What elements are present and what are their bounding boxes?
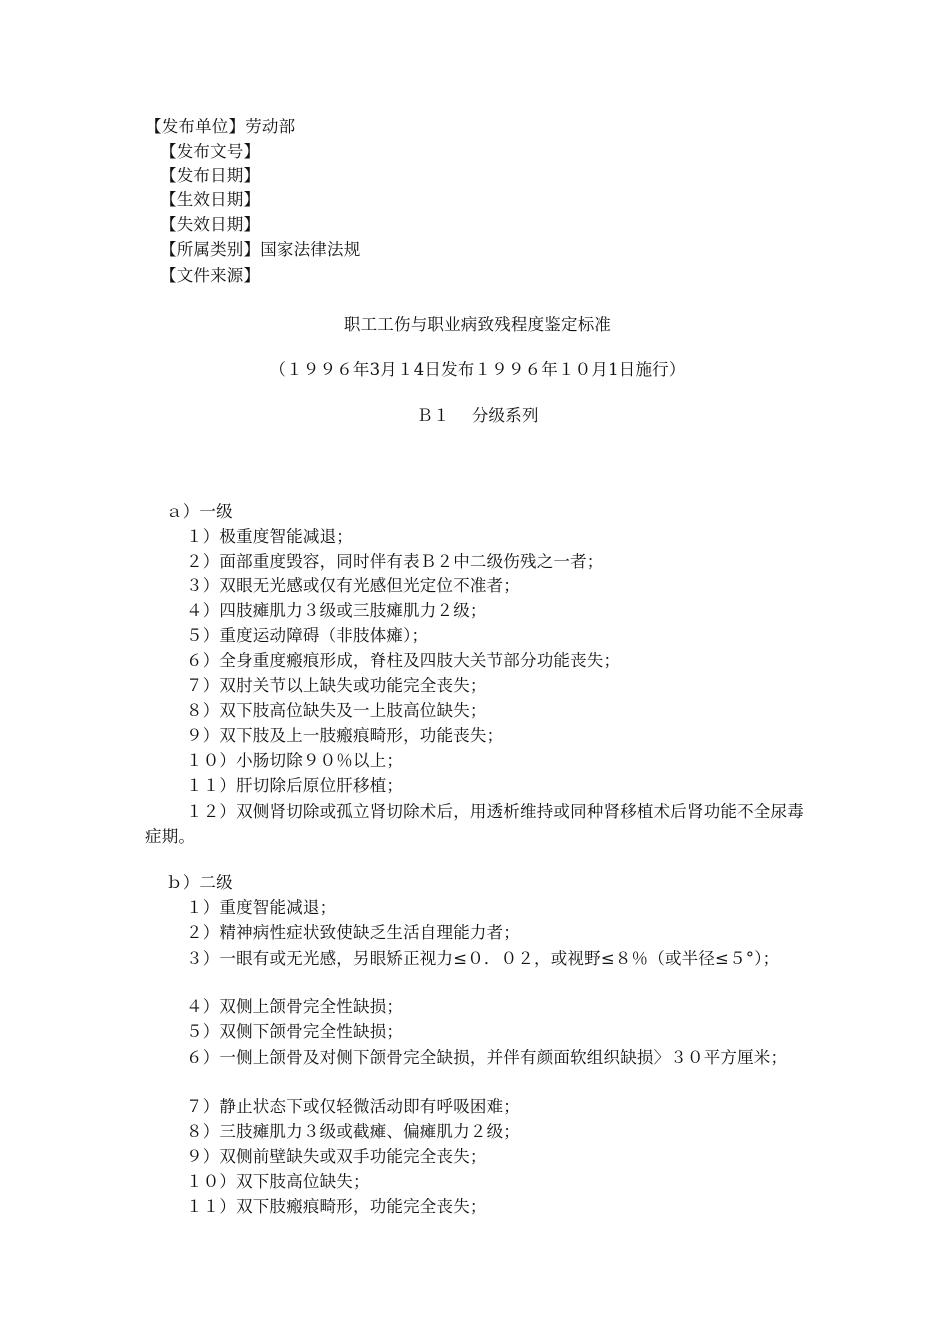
list-item: １２）双侧肾切除或孤立肾切除术后，用透析维持或同种肾移植术后肾功能不全尿毒症期。 <box>145 802 804 846</box>
list-item: １）极重度智能减退； <box>186 527 353 546</box>
list-item: ６）全身重度瘢痕形成，脊柱及四肢大关节部分功能丧失； <box>186 651 621 670</box>
grade-b-heading: ｂ）二级 <box>166 873 233 892</box>
list-item: ７）双肘关节以上缺失或功能完全丧失； <box>186 676 487 695</box>
meta-expiry-date: 【失效日期】 <box>160 215 261 234</box>
list-item: ７）静止状态下或仅轻微活动即有呼吸困难； <box>186 1097 520 1116</box>
document-subtitle: （１９９６年3月１4日发布１９９６年１０月1日施行） <box>269 360 686 379</box>
meta-source: 【文件来源】 <box>160 266 261 285</box>
list-item: ２）面部重度毁容，同时伴有表Ｂ２中二级伤残之一者； <box>186 552 604 571</box>
list-item: ９）双侧前壁缺失或双手功能完全丧失； <box>186 1147 487 1166</box>
meta-effective-date: 【生效日期】 <box>160 190 261 209</box>
list-item: ６）一侧上颌骨及对侧下颌骨完全缺损，并伴有颜面软组织缺损〉３０平方厘米； <box>186 1048 788 1067</box>
list-item: １０）小肠切除９０％以上； <box>186 751 404 770</box>
list-item: ５）双侧下颌骨完全性缺损； <box>186 1022 404 1041</box>
list-item: ２）精神病性症状致使缺乏生活自理能力者； <box>186 923 520 942</box>
list-item: ５）重度运动障碍（非肢体瘫）； <box>186 626 429 645</box>
list-item: １１）肝切除后原位肝移植； <box>186 776 404 795</box>
meta-category: 【所属类别】国家法律法规 <box>160 240 361 259</box>
list-item: １１）双下肢瘢痕畸形，功能完全丧失； <box>186 1197 487 1216</box>
list-item: ３）双眼无光感或仅有光感但光定位不准者； <box>186 576 520 595</box>
list-item: ９）双下肢及上一肢瘢痕畸形，功能丧失； <box>186 726 504 745</box>
meta-doc-number: 【发布文号】 <box>160 142 261 161</box>
list-item: ４）双侧上颌骨完全性缺损； <box>186 997 404 1016</box>
list-item: ３）一眼有或无光感，另眼矫正视力≤０．０２，或视野≤８％（或半径≤５°）； <box>186 949 780 968</box>
list-item: ４）四肢瘫肌力３级或三肢瘫肌力２级； <box>186 601 487 620</box>
list-item: ８）三肢瘫肌力３级或截瘫、偏瘫肌力２级； <box>186 1122 520 1141</box>
grade-a-heading: ａ）一级 <box>166 502 233 521</box>
meta-publisher: 【发布单位】劳动部 <box>145 117 296 136</box>
list-item: １）重度智能减退； <box>186 898 337 917</box>
section-title: Ｂ１ 分级系列 <box>416 406 539 425</box>
document-title: 职工工伤与职业病致残程度鉴定标准 <box>343 315 612 334</box>
list-item: １０）双下肢高位缺失； <box>186 1172 370 1191</box>
meta-pub-date: 【发布日期】 <box>160 166 261 185</box>
list-item: ８）双下肢高位缺失及一上肢高位缺失； <box>186 701 487 720</box>
